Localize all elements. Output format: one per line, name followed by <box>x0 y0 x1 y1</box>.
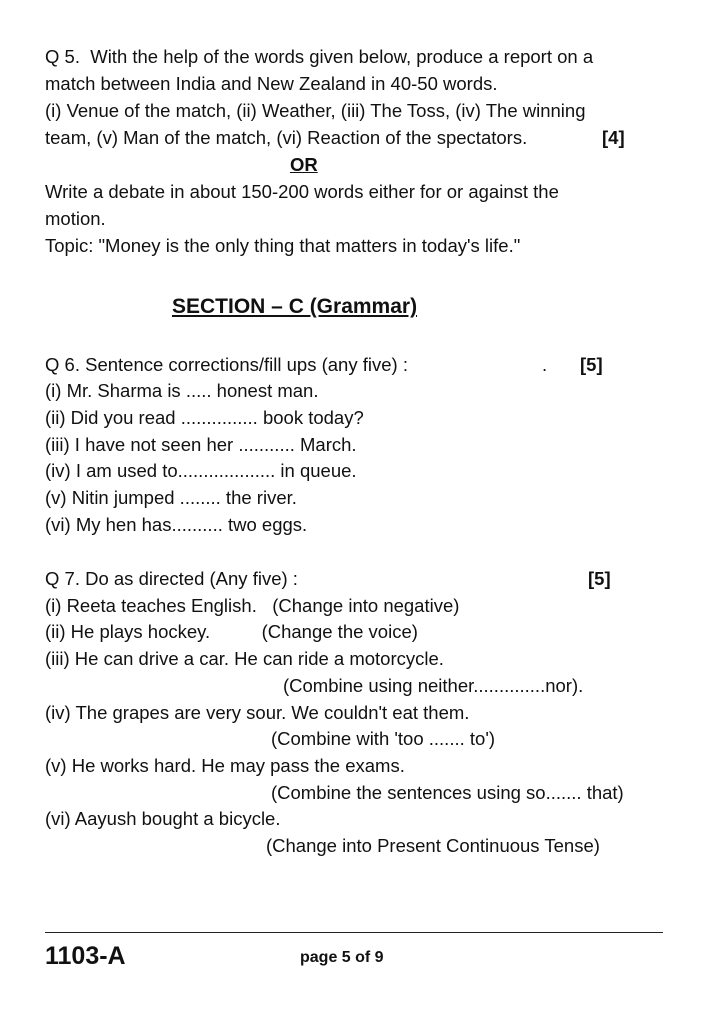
q5-alt-line-1: Write a debate in about 150-200 words either for or against the <box>45 181 559 202</box>
footer-rule <box>45 932 663 933</box>
page-number: page 5 of 9 <box>300 949 384 966</box>
q5-line-3: (i) Venue of the match, (ii) Weather, (iii) The Toss, (iv) The winning <box>45 100 586 121</box>
q7-item-6: (vi) Aayush bought a bicycle. <box>45 808 281 829</box>
section-title: SECTION – C (Grammar) <box>172 295 418 318</box>
q6-item-6: (vi) My hen has.......... two eggs. <box>45 514 308 535</box>
q6-item-4: (iv) I am used to................... in queue. <box>45 460 357 481</box>
q7-item-6-instruction: (Change into Present Continuous Tense) <box>266 835 600 856</box>
q6-dot: . <box>542 354 548 375</box>
q5-line-1: Q 5. With the help of the words given below, produce a report on a <box>45 46 594 67</box>
q7-marks: [5] <box>588 568 611 589</box>
q7-item-5-instruction: (Combine the sentences using so....... that) <box>271 782 624 803</box>
q7-item-5: (v) He works hard. He may pass the exams. <box>45 755 405 776</box>
q5-line-2: match between India and New Zealand in 40-50 words. <box>45 73 498 94</box>
q5-line-4: team, (v) Man of the match, (vi) Reaction of the spectators. <box>45 127 528 148</box>
q7-item-3: (iii) He can drive a car. He can ride a motorcycle. <box>45 648 444 669</box>
q6-heading: Q 6. Sentence corrections/fill ups (any five) : <box>45 354 408 375</box>
q7-heading: Q 7. Do as directed (Any five) : <box>45 568 298 589</box>
q7-item-1: (i) Reeta teaches English. (Change into negative) <box>45 595 460 616</box>
paper-code: 1103-A <box>45 942 126 970</box>
q5-alt-line-3: Topic: "Money is the only thing that matters in today's life." <box>45 235 521 256</box>
q5-alt-line-2: motion. <box>45 208 106 229</box>
q6-marks: [5] <box>580 354 603 375</box>
q7-item-2: (ii) He plays hockey. (Change the voice) <box>45 621 418 642</box>
q6-item-3: (iii) I have not seen her ........... March. <box>45 434 357 455</box>
q6-item-5: (v) Nitin jumped ........ the river. <box>45 487 297 508</box>
q6-item-1: (i) Mr. Sharma is ..... honest man. <box>45 380 319 401</box>
q7-item-3-instruction: (Combine using neither..............nor). <box>283 675 584 696</box>
q5-marks: [4] <box>602 127 625 148</box>
q6-item-2: (ii) Did you read ............... book today? <box>45 407 364 428</box>
q7-item-4: (iv) The grapes are very sour. We couldn't eat them. <box>45 702 470 723</box>
q7-item-4-instruction: (Combine with 'too ....... to') <box>271 728 496 749</box>
or-divider: OR <box>290 154 318 175</box>
